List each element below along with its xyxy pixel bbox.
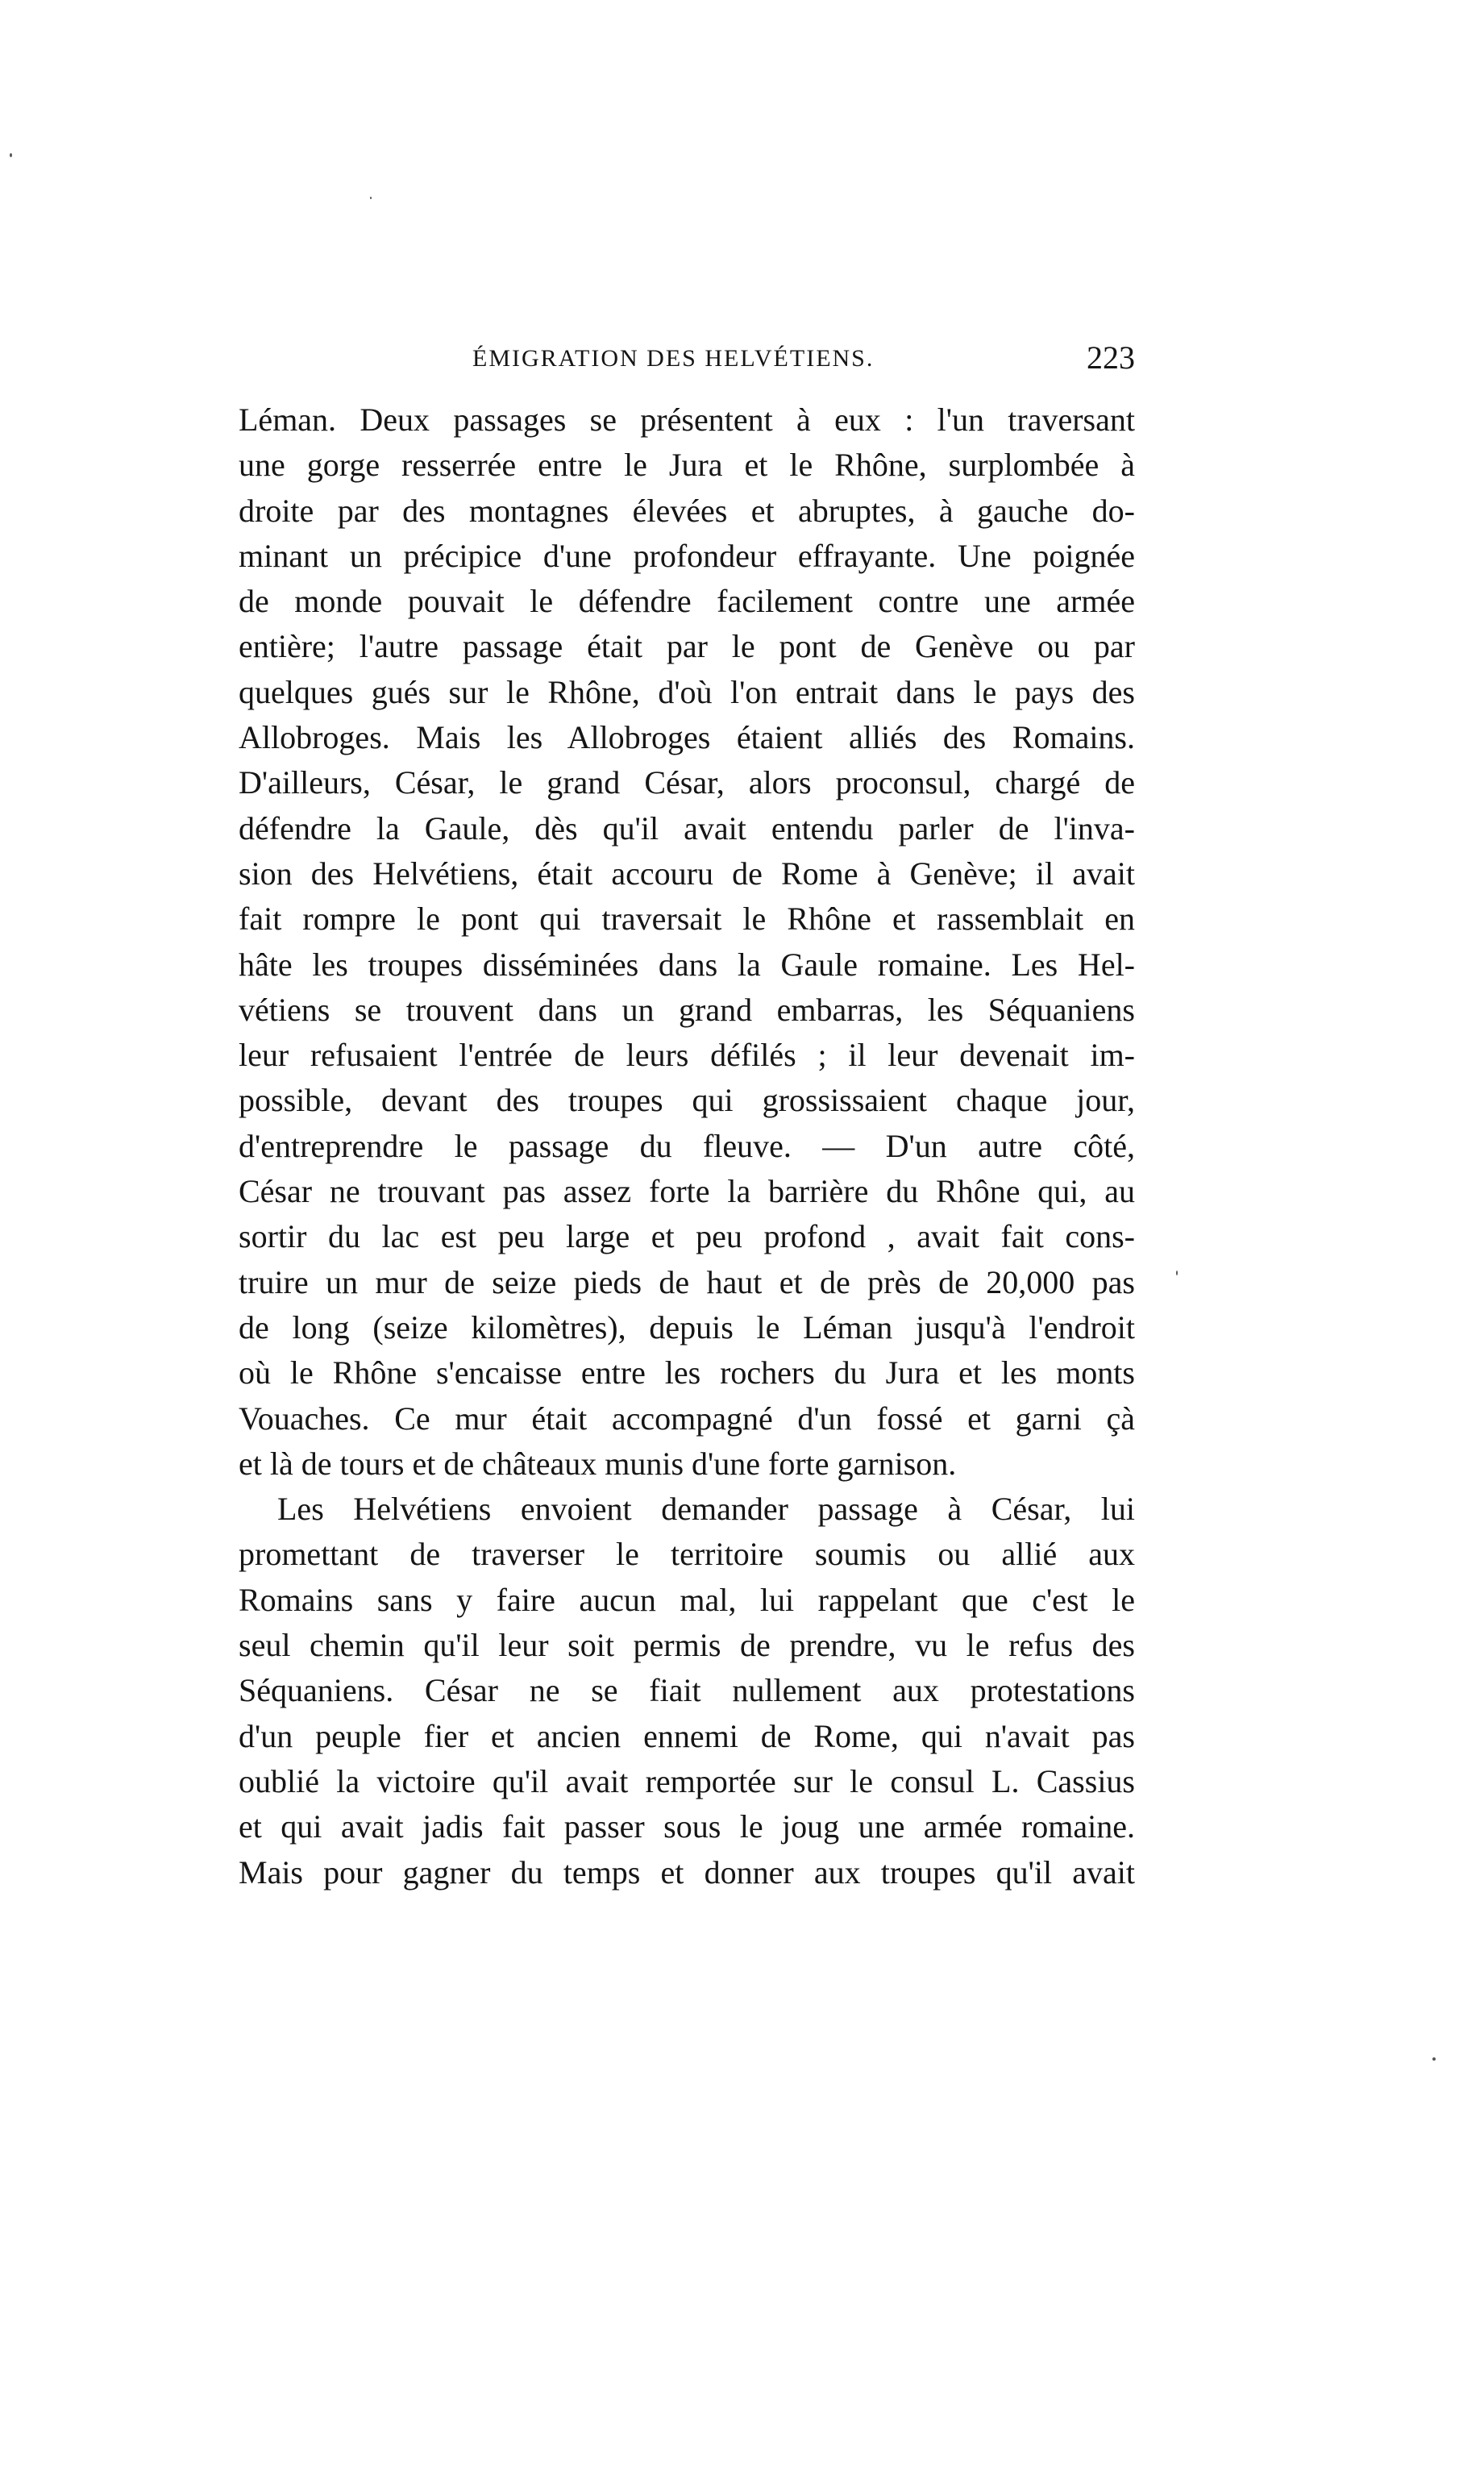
text-line: hâte les troupes disséminées dans la Gaule romaine. Les Hel- — [239, 946, 1135, 983]
text-line: quelques gués sur le Rhône, d'où l'on entrait dans le pays des — [239, 673, 1135, 710]
text-line: Romains sans y faire aucun mal, lui rappelant que c'est le — [239, 1581, 1135, 1618]
text-line: promettant de traverser le territoire soumis ou allié aux — [239, 1536, 1135, 1573]
text-line: D'ailleurs, César, le grand César, alors proconsul, chargé de — [239, 764, 1135, 801]
scan-speck — [1176, 1271, 1178, 1275]
scan-speck — [1432, 2057, 1436, 2061]
text-line: où le Rhône s'encaisse entre les rochers du Jura et les monts — [239, 1354, 1135, 1391]
running-title: ÉMIGRATION DES HELVÉTIENS. — [472, 345, 875, 372]
running-head — [239, 339, 1135, 387]
text-line: truire un mur de seize pieds de haut et de près de 20,000 pas — [239, 1263, 1135, 1300]
paragraph-2 — [239, 1487, 1135, 1895]
text-line: de long (seize kilomètres), depuis le Léman jusqu'à l'endroit — [239, 1308, 1135, 1346]
text-line: d'un peuple fier et ancien ennemi de Rome, qui n'avait pas — [239, 1717, 1135, 1754]
text-line: sortir du lac est peu large et peu profond , avait fait cons- — [239, 1218, 1135, 1255]
text-line: entière; l'autre passage était par le pont de Genève ou par — [239, 628, 1135, 665]
text-line: droite par des montagnes élevées et abruptes, à gauche do- — [239, 492, 1135, 529]
text-line: et là de tours et de châteaux munis d'une forte garnison. — [239, 1445, 957, 1482]
text-line: sion des Helvétiens, était accouru de Rome à Genève; il avait — [239, 855, 1135, 892]
text-line: de monde pouvait le défendre facilement contre une armée — [239, 583, 1135, 620]
paragraph-1 — [239, 397, 1135, 1487]
text-line: Vouaches. Ce mur était accompagné d'un fossé et garni çà — [239, 1400, 1135, 1437]
text-line: Allobroges. Mais les Allobroges étaient alliés des Romains. — [239, 719, 1135, 756]
text-line: Les Helvétiens envoient demander passage à César, lui — [277, 1491, 1135, 1528]
text-line: et qui avait jadis fait passer sous le joug une armée romaine. — [239, 1808, 1135, 1845]
text-line: Léman. Deux passages se présentent à eux : l'un traversant — [239, 401, 1135, 438]
text-line: Séquaniens. César ne se fiait nullement aux protestations — [239, 1672, 1135, 1709]
text-line: défendre la Gaule, dès qu'il avait entendu parler de l'inva- — [239, 809, 1135, 846]
text-line: vétiens se trouvent dans un grand embarras, les Séquaniens — [239, 991, 1135, 1028]
text-line: leur refusaient l'entrée de leurs défilés ; il leur devenait im- — [239, 1037, 1135, 1074]
text-line: minant un précipice d'une profondeur effrayante. Une poignée — [239, 537, 1135, 574]
text-line: oublié la victoire qu'il avait remportée sur le consul L. Cassius — [239, 1762, 1135, 1799]
text-line: d'entreprendre le passage du fleuve. — D'un autre côté, — [239, 1127, 1135, 1164]
text-line: possible, devant des troupes qui grossissaient chaque jour, — [239, 1082, 1135, 1119]
page-number: 223 — [1087, 339, 1135, 376]
text-line: fait rompre le pont qui traversait le Rhône et rassemblait en — [239, 901, 1135, 938]
text-line: Mais pour gagner du temps et donner aux troupes qu'il avait — [239, 1853, 1135, 1891]
scan-speck — [370, 197, 372, 199]
text-line: seul chemin qu'il leur soit permis de prendre, vu le refus des — [239, 1627, 1135, 1664]
text-line: César ne trouvant pas assez forte la barrière du Rhône qui, au — [239, 1173, 1135, 1210]
body-text — [239, 397, 1135, 1895]
text-line: une gorge resserrée entre le Jura et le Rhône, surplombée à — [239, 447, 1135, 484]
scan-speck — [10, 153, 12, 157]
